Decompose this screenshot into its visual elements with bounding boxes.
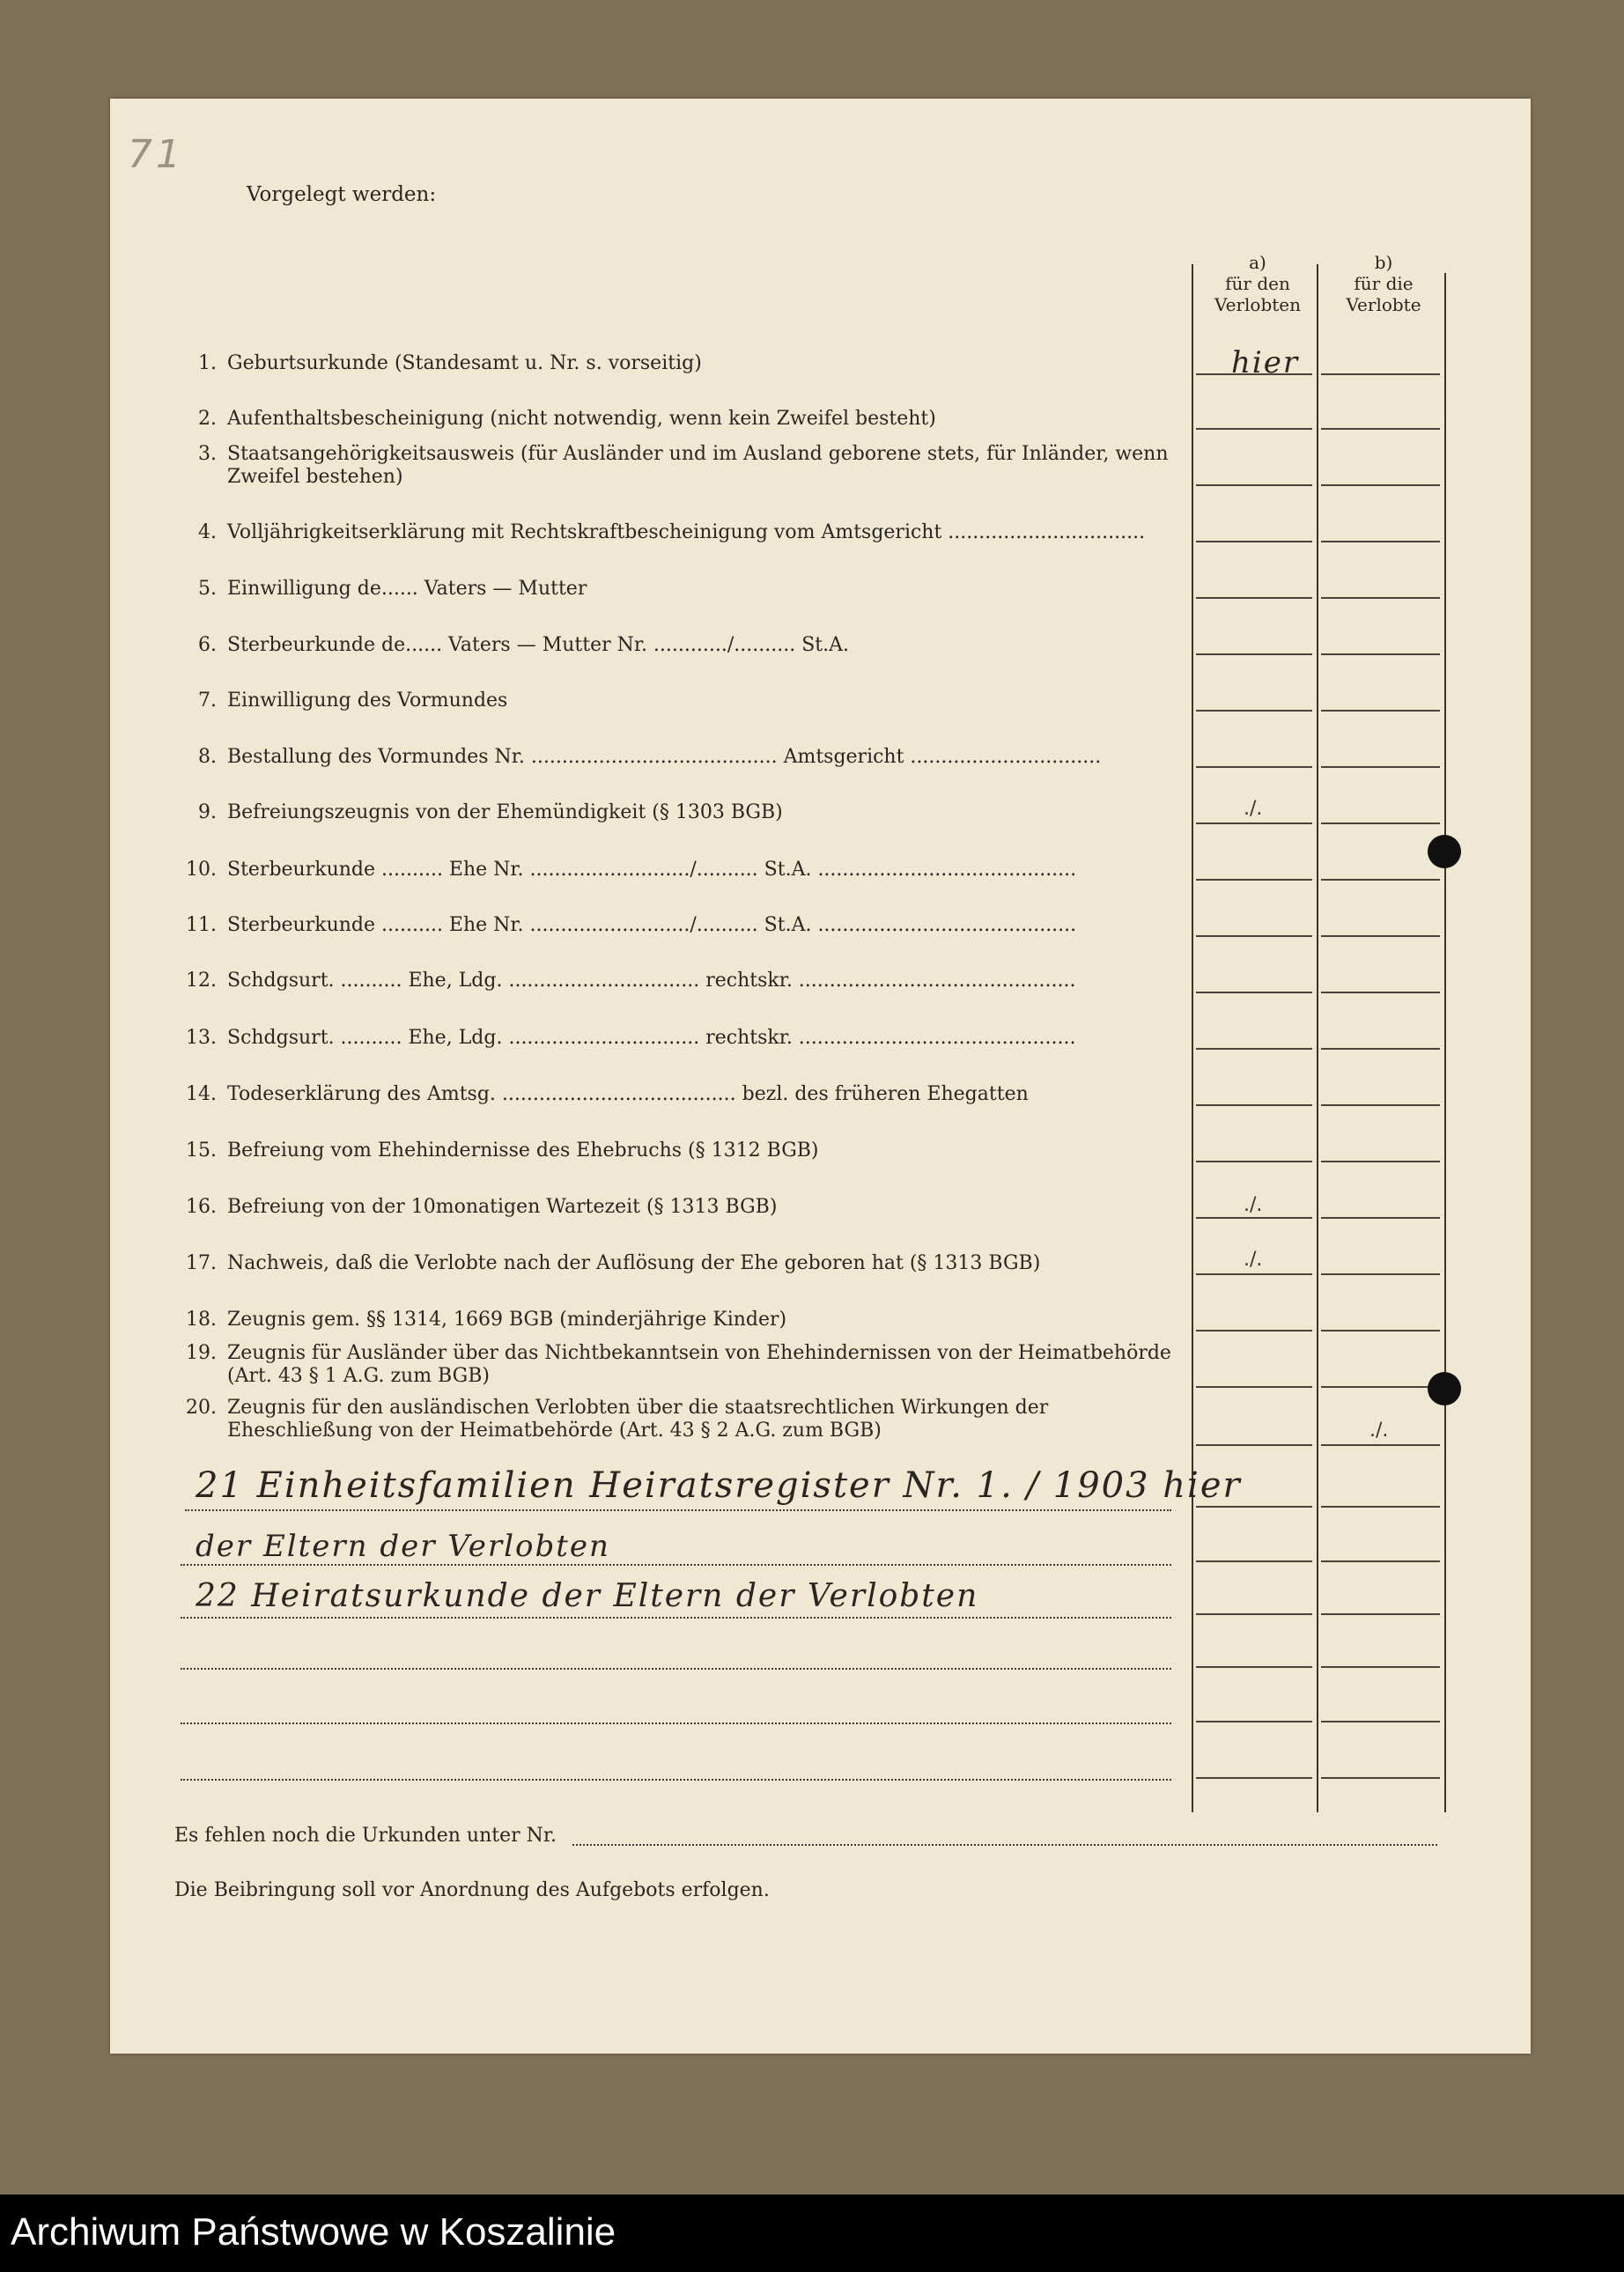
answer-line: [1196, 1273, 1312, 1275]
column-rule-middle: [1317, 264, 1318, 1812]
answer-line: [1321, 1777, 1440, 1779]
column-b-letter: b): [1374, 252, 1393, 273]
answer-line: [1196, 1506, 1312, 1508]
item17-mark-a: ./.: [1244, 1249, 1263, 1271]
answer-line: [1196, 1104, 1312, 1106]
answer-line: [1196, 484, 1312, 486]
answer-line: [1321, 1273, 1440, 1275]
answer-line: [1196, 1666, 1312, 1668]
form-item: 12. Schdgsurt. .......... Ehe, Ldg. ............................... rechtskr. .............................................: [186, 970, 1076, 992]
answer-line: [1196, 1217, 1312, 1219]
entry-line: [181, 1564, 1171, 1566]
column-b-line2: Verlobte: [1346, 294, 1421, 315]
answer-line: [1321, 766, 1440, 768]
item9-mark-a: ./.: [1244, 798, 1263, 820]
answer-line: [1196, 1386, 1312, 1388]
column-rule-left: [1192, 264, 1193, 1812]
column-a-letter: a): [1249, 252, 1266, 273]
column-rule-right: [1444, 273, 1446, 1812]
answer-line: [1196, 766, 1312, 768]
answer-line: [1196, 1444, 1312, 1446]
column-a-header: [1196, 252, 1319, 315]
answer-line: [1321, 1721, 1440, 1722]
answer-line: [1321, 1330, 1440, 1331]
form-item: 15. Befreiung vom Ehehindernisse des Ehebruchs (§ 1312 BGB): [186, 1140, 819, 1162]
missing-documents-line: [572, 1844, 1437, 1846]
answer-line: [1196, 1048, 1312, 1050]
answer-line: [1321, 1444, 1440, 1446]
answer-line: [1321, 879, 1440, 881]
missing-documents-text: Es fehlen noch die Urkunden unter Nr.: [174, 1825, 557, 1847]
entry-line: [181, 1668, 1171, 1670]
answer-line: [1321, 1666, 1440, 1668]
punch-hole: [1428, 835, 1461, 868]
answer-line: [1321, 484, 1440, 486]
answer-line: [1196, 1560, 1312, 1562]
column-b-header: [1321, 252, 1446, 315]
answer-line: [1321, 653, 1440, 655]
answer-line: [1321, 1560, 1440, 1562]
entry-line: [181, 1617, 1171, 1619]
answer-line: [1196, 822, 1312, 824]
form-item: 1. Geburtsurkunde (Standesamt u. Nr. s. vorseitig): [198, 352, 702, 374]
answer-line: [1321, 1048, 1440, 1050]
answer-line: [1196, 428, 1312, 430]
archive-banner: [0, 2195, 1624, 2272]
form-item: 13. Schdgsurt. .......... Ehe, Ldg. ............................... rechtskr. .............................................: [186, 1027, 1076, 1049]
form-item: 19. Zeugnis für Ausländer über das Nichtbekanntsein von Ehehindernissen von der Heimatbehörde (Art. 43 § 1 A.G. zum BGB): [186, 1342, 1171, 1387]
answer-line: [1321, 1506, 1440, 1508]
answer-line: [1321, 1161, 1440, 1162]
answer-line: [1196, 935, 1312, 937]
form-item: 6. Sterbeurkunde de...... Vaters — Mutter Nr. ............/.......... St.A.: [198, 634, 849, 656]
column-a-line2: Verlobten: [1214, 294, 1301, 315]
archive-name: Archiwum Państwowe w Koszalinie: [11, 2210, 616, 2254]
answer-line: [1321, 1386, 1440, 1388]
answer-line: [1321, 373, 1440, 375]
column-a-line1: für den: [1225, 273, 1290, 294]
handwritten-entry-21-cont: der Eltern der Verlobten: [196, 1529, 610, 1564]
item1-mark-a: hier: [1231, 345, 1300, 380]
form-item: 8. Bestallung des Vormundes Nr. ........................................ Amtsgericht ...............................: [198, 746, 1102, 768]
item20-mark-b: ./.: [1369, 1420, 1389, 1442]
punch-hole: [1428, 1372, 1461, 1405]
answer-line: [1321, 1217, 1440, 1219]
item16-mark-a: ./.: [1244, 1194, 1263, 1216]
form-heading: Vorgelegt werden:: [247, 183, 437, 206]
answer-line: [1196, 1721, 1312, 1722]
answer-line: [1321, 1104, 1440, 1106]
form-item: 17. Nachweis, daß die Verlobte nach der Auflösung der Ehe geboren hat (§ 1313 BGB): [186, 1252, 1041, 1274]
form-item: 5. Einwilligung de...... Vaters — Mutter: [198, 578, 587, 600]
form-item: 11. Sterbeurkunde .......... Ehe Nr. ........................../.......... St.A. ..........................................: [186, 914, 1077, 936]
answer-line: [1196, 653, 1312, 655]
answer-line: [1321, 935, 1440, 937]
form-item: 20. Zeugnis für den ausländischen Verlobten über die staatsrechtlichen Wirkungen der Eheschließung von der Heimatbehörde (Art. 43 § 2 A.G. zum BGB): [186, 1397, 1049, 1442]
answer-line: [1321, 710, 1440, 712]
form-item: 3. Staatsangehörigkeitsausweis (für Ausländer und im Ausland geborene stets, für Inländer, wenn Zweifel bestehen): [198, 443, 1169, 488]
answer-line: [1321, 597, 1440, 599]
form-item: 2. Aufenthaltsbescheinigung (nicht notwendig, wenn kein Zweifel besteht): [198, 408, 936, 430]
form-item: 16. Befreiung von der 10monatigen Wartezeit (§ 1313 BGB): [186, 1196, 778, 1218]
answer-line: [1321, 428, 1440, 430]
answer-line: [1321, 541, 1440, 542]
page-number: 71: [128, 132, 184, 177]
answer-line: [1196, 1613, 1312, 1615]
column-b-line1: für die: [1354, 273, 1414, 294]
form-item: 4. Volljährigkeitserklärung mit Rechtskraftbescheinigung vom Amtsgericht ................................: [198, 521, 1146, 543]
form-item: 18. Zeugnis gem. §§ 1314, 1669 BGB (minderjährige Kinder): [186, 1309, 787, 1331]
procurement-note: Die Beibringung soll vor Anordnung des Aufgebots erfolgen.: [174, 1879, 770, 1901]
form-item: 7. Einwilligung des Vormundes: [198, 690, 508, 712]
answer-line: [1321, 1613, 1440, 1615]
handwritten-entry-21: 21 Einheitsfamilien Heiratsregister Nr. 1. / 1903 hier: [196, 1465, 1242, 1506]
form-item: 14. Todeserklärung des Amtsg. ...................................... bezl. des früheren Ehegatten: [186, 1083, 1029, 1105]
answer-line: [1196, 1777, 1312, 1779]
answer-line: [1321, 822, 1440, 824]
answer-line: [1196, 541, 1312, 542]
answer-line: [1196, 1161, 1312, 1162]
answer-line: [1196, 1330, 1312, 1331]
answer-line: [1196, 597, 1312, 599]
answer-line: [1196, 710, 1312, 712]
entry-line: [185, 1509, 1171, 1511]
answer-line: [1321, 992, 1440, 993]
form-item: 10. Sterbeurkunde .......... Ehe Nr. ........................../.......... St.A. ..........................................: [186, 859, 1077, 881]
form-item: 9. Befreiungszeugnis von der Ehemündigkeit (§ 1303 BGB): [198, 801, 783, 823]
entry-line: [181, 1722, 1171, 1724]
answer-line: [1196, 992, 1312, 993]
handwritten-entry-22: 22 Heiratsurkunde der Eltern der Verlobten: [196, 1578, 979, 1614]
entry-line: [181, 1779, 1171, 1781]
answer-line: [1196, 879, 1312, 881]
